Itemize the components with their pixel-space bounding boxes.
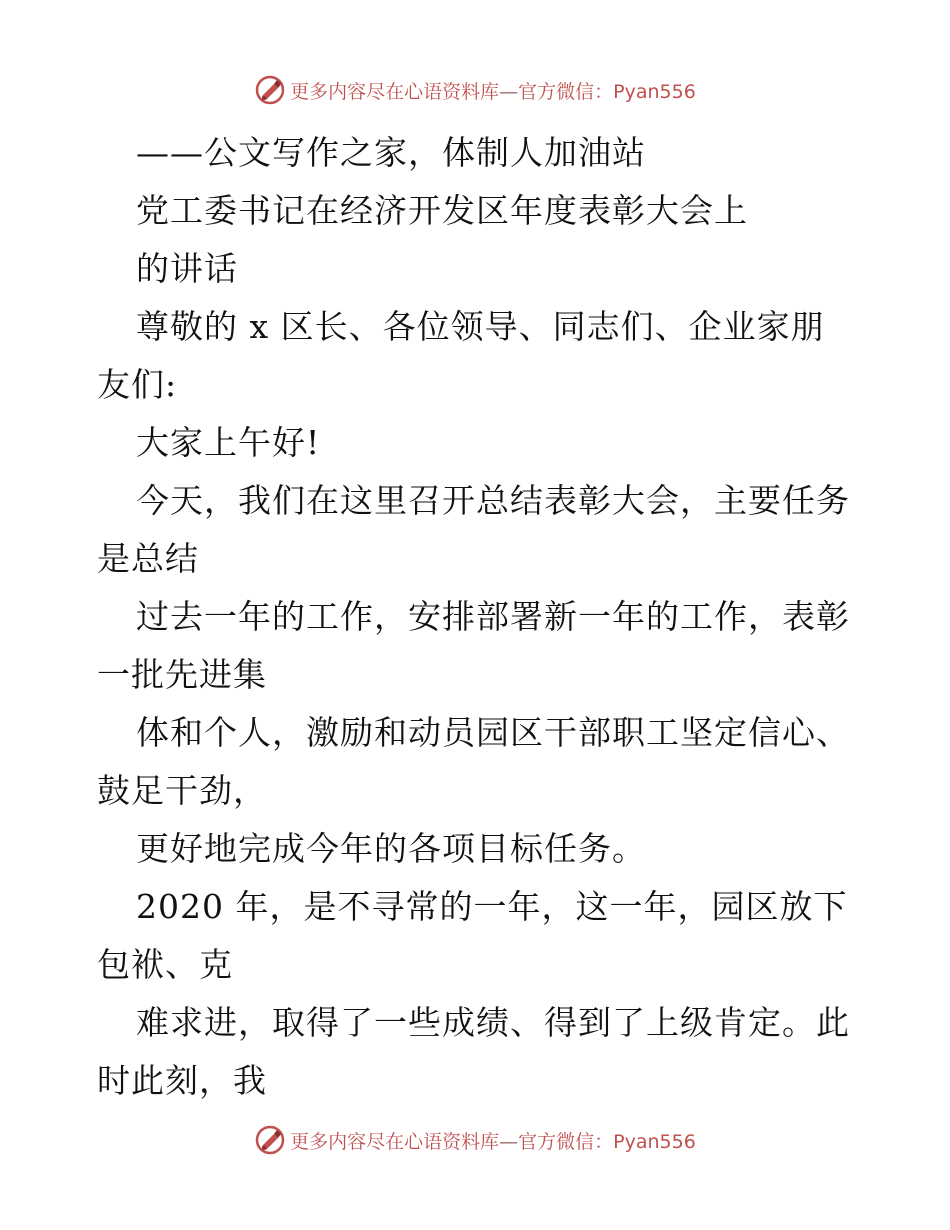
doc-paragraph-line: 鼓足干劲， <box>97 771 267 810</box>
header-banner-slogan: 更多内容尽在心语资料库 <box>290 80 500 103</box>
header-banner-text <box>290 77 696 104</box>
doc-line-salutation: 尊敬的 x 区长、各位领导、同志们、企业家朋 <box>136 307 825 346</box>
doc-line-subtitle: ——公文写作之家，体制人加油站 <box>136 133 646 172</box>
header-banner-separator: — <box>499 80 519 103</box>
footer-banner-text <box>290 1127 696 1154</box>
doc-line-greeting: 大家上午好! <box>136 423 321 462</box>
doc-line-title: 党工委书记在经济开发区年度表彰大会上 <box>136 191 748 230</box>
header-banner <box>0 70 950 110</box>
doc-paragraph-line: 难求进，取得了一些成绩、得到了上级肯定。此 <box>136 1003 850 1042</box>
doc-paragraph-line: 包袱、克 <box>97 945 233 984</box>
doc-paragraph-line: 过去一年的工作，安排部署新一年的工作，表彰 <box>136 597 850 636</box>
doc-paragraph-line: 今天，我们在这里召开总结表彰大会，主要任务 <box>136 481 850 520</box>
footer-banner-separator: — <box>499 1130 519 1153</box>
doc-paragraph-line: 2020 年，是不寻常的一年，这一年，园区放下 <box>136 887 848 926</box>
doc-paragraph-line: 体和个人，激励和动员园区干部职工坚定信心、 <box>136 713 850 752</box>
footer-banner-wechat: 官方微信：Pyan556 <box>518 1130 696 1153</box>
footer-banner <box>0 1120 950 1160</box>
doc-paragraph-line: 时此刻，我 <box>97 1061 267 1100</box>
doc-line-salutation-cont: 友们: <box>97 365 178 404</box>
doc-line-title-cont: 的讲话 <box>136 249 238 288</box>
doc-paragraph-line: 是总结 <box>97 539 199 578</box>
doc-paragraph-line: 更好地完成今年的各项目标任务。 <box>136 829 646 868</box>
header-banner-wechat: 官方微信：Pyan556 <box>518 80 696 103</box>
brand-logo-icon <box>254 1124 286 1156</box>
footer-banner-slogan: 更多内容尽在心语资料库 <box>290 1130 500 1153</box>
doc-paragraph-line: 一批先进集 <box>97 655 267 694</box>
brand-logo-icon <box>254 74 286 106</box>
document-body <box>97 124 867 1110</box>
